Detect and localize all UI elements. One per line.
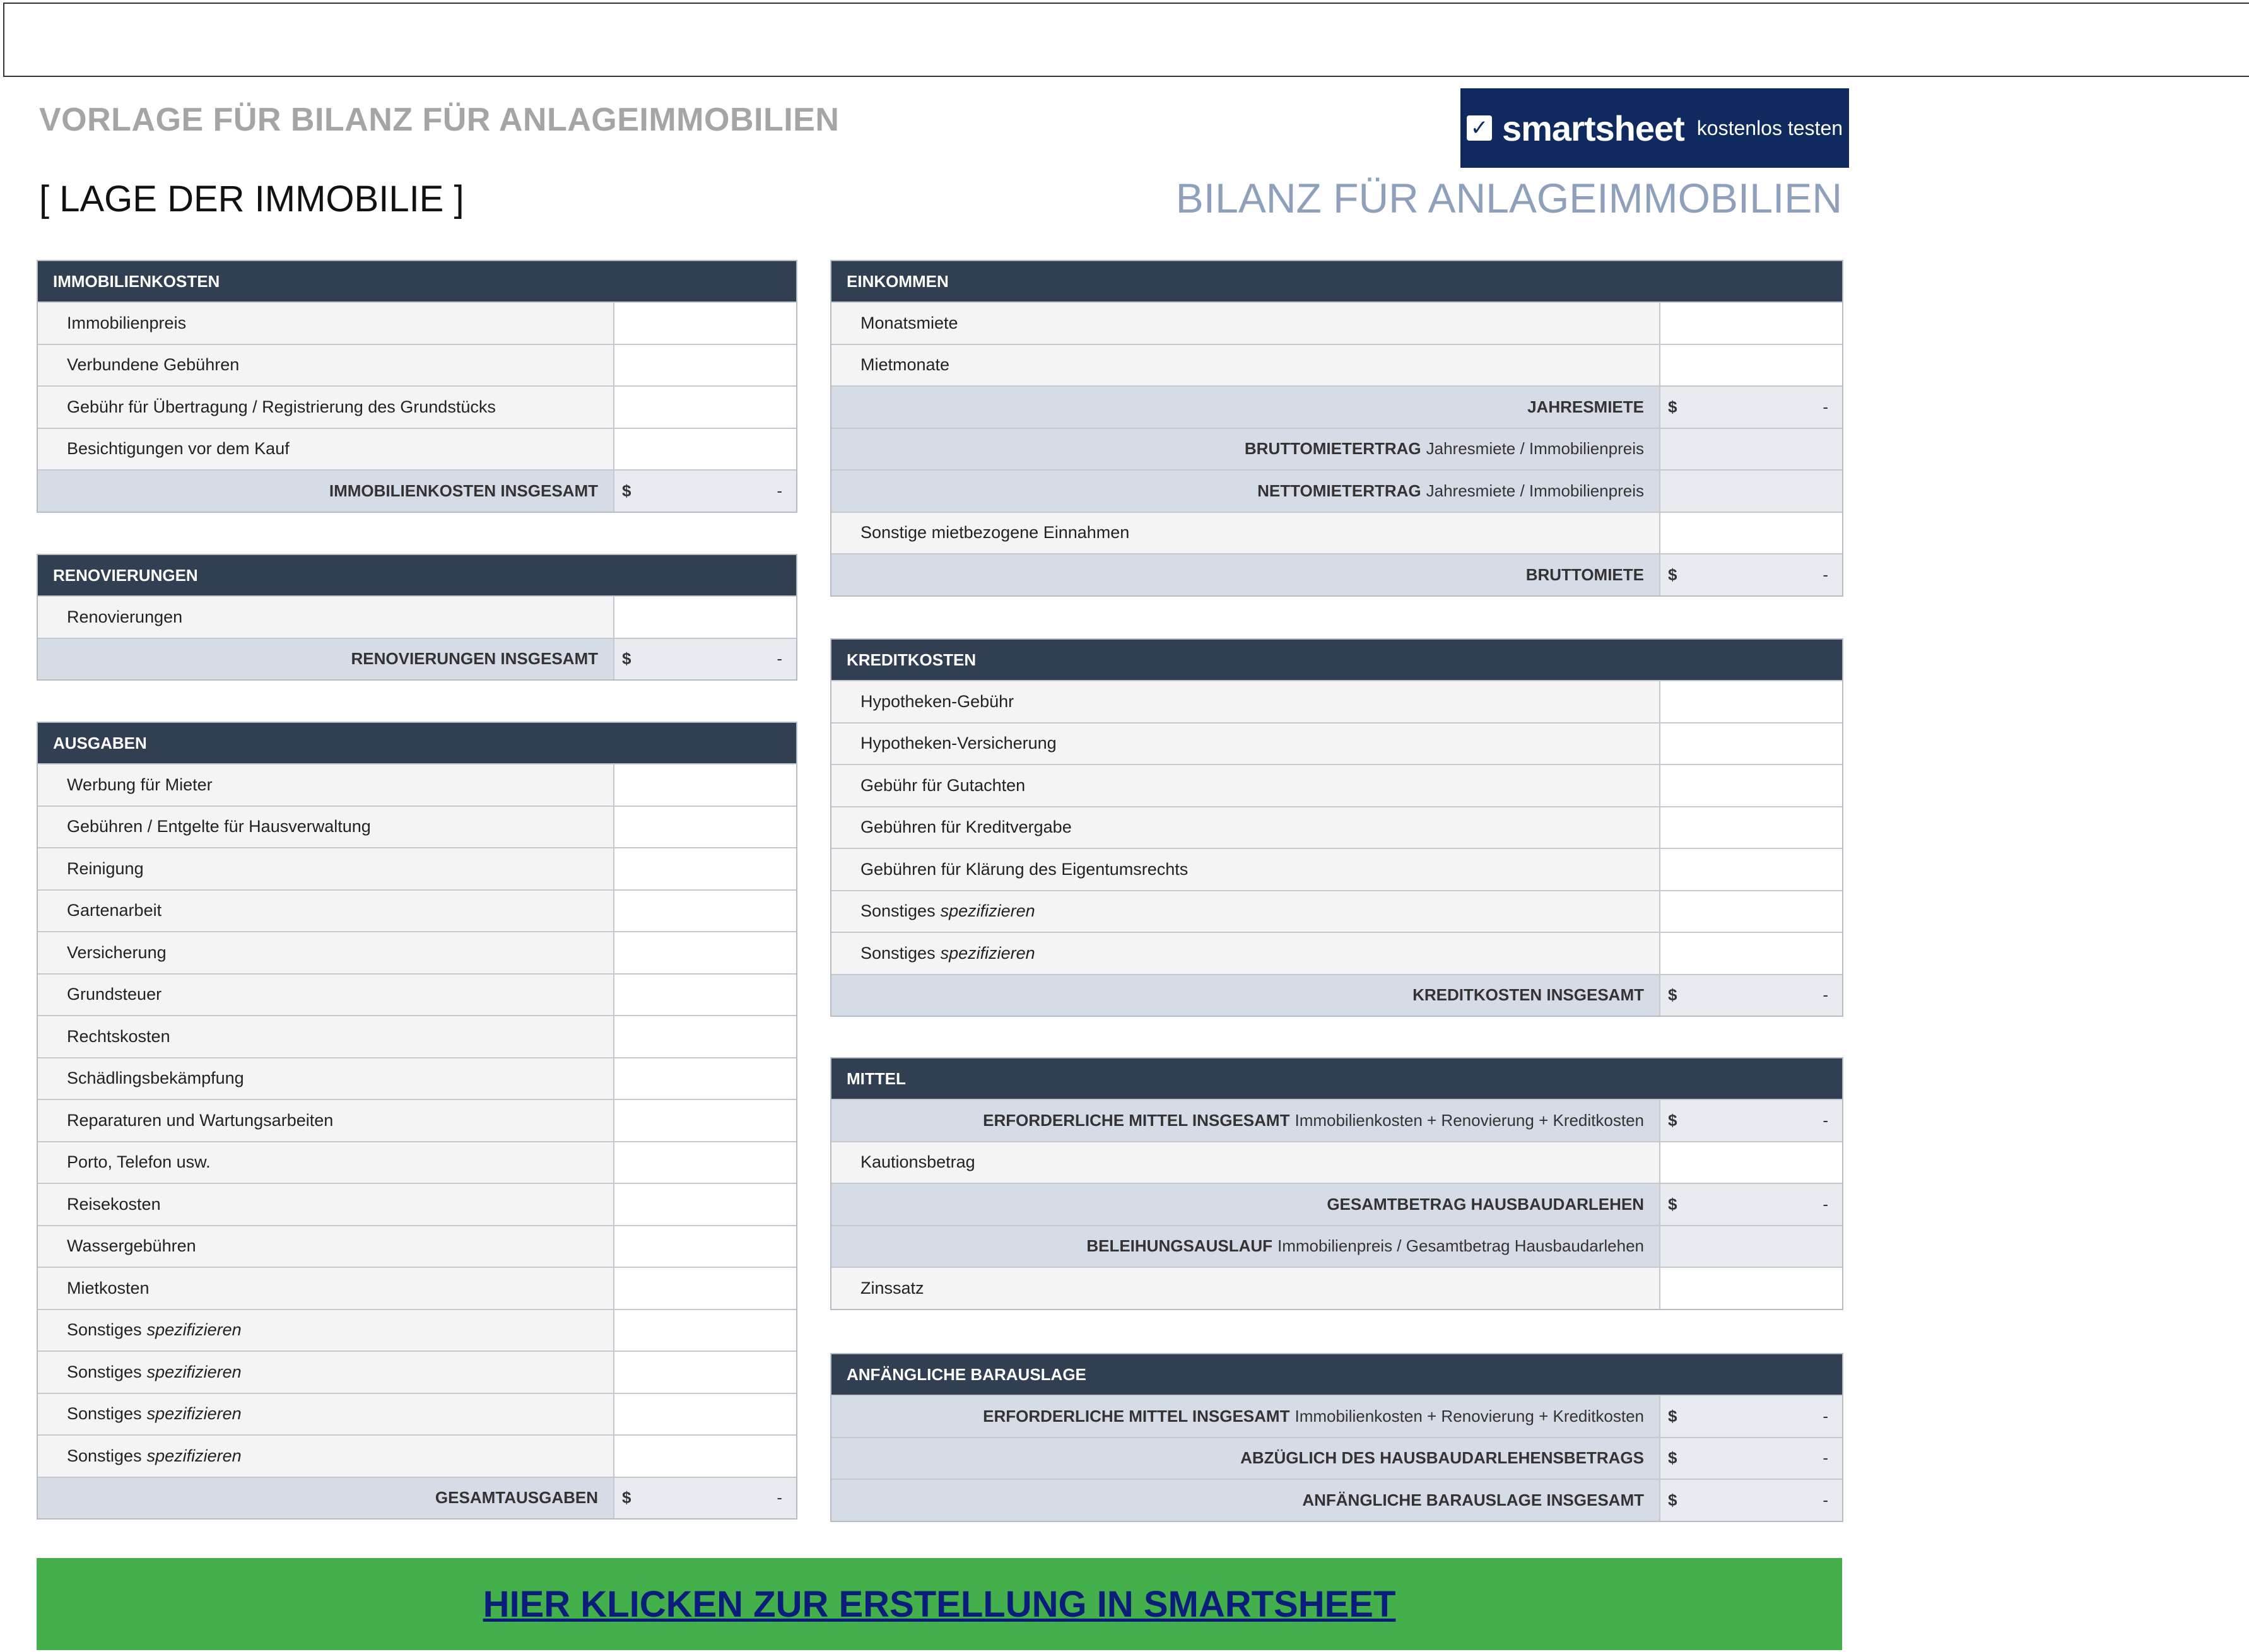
currency-symbol: $ — [1668, 397, 1677, 416]
amount: - — [777, 1488, 782, 1508]
amount: - — [1823, 1448, 1828, 1468]
value-cell[interactable] — [614, 429, 796, 470]
create-in-smartsheet-link[interactable]: HIER KLICKEN ZUR ERSTELLUNG IN SMARTSHEET — [483, 1583, 1396, 1625]
table-row — [38, 385, 796, 428]
smartsheet-check-icon: ✓ — [1467, 115, 1492, 141]
total-value[interactable] — [1660, 1396, 1842, 1437]
total-row — [831, 1395, 1842, 1437]
row-label: Sonstige mietbezogene Einnahmen — [831, 513, 1660, 554]
amount: - — [1823, 1194, 1828, 1214]
total-row — [831, 1437, 1842, 1479]
value-cell[interactable] — [614, 975, 796, 1016]
table-row — [831, 722, 1842, 764]
row-label — [38, 1352, 614, 1393]
row-label — [38, 1436, 614, 1477]
section-header: IMMOBILIENKOSTEN — [38, 261, 796, 302]
amount: - — [1823, 1406, 1828, 1426]
document-title: VORLAGE FÜR BILANZ FÜR ANLAGEIMMOBILIEN — [39, 102, 840, 138]
row-label: Mietmonate — [831, 345, 1660, 386]
table-row — [38, 428, 796, 470]
table-row — [38, 1434, 796, 1477]
table-row — [831, 344, 1842, 386]
row-label: Mietkosten — [38, 1268, 614, 1309]
amount: - — [1823, 397, 1828, 416]
value-cell[interactable] — [614, 1058, 796, 1099]
total-value[interactable] — [614, 471, 796, 512]
row-label: Hypotheken-Versicherung — [831, 723, 1660, 764]
total-row — [831, 428, 1842, 470]
sheet-title: BILANZ FÜR ANLAGEIMMOBILIEN — [1175, 175, 1842, 221]
value-cell[interactable] — [1660, 807, 1842, 848]
total-note: Immobilienkosten + Renovierung + Kreditkosten — [1295, 1110, 1644, 1130]
section-einkommen — [830, 260, 1843, 597]
other-label: Sonstiges — [67, 1362, 142, 1381]
row-label: Reisekosten — [38, 1184, 614, 1225]
section-ausgaben — [37, 722, 797, 1520]
row-label: Schädlingsbekämpfung — [38, 1058, 614, 1099]
table-row — [38, 1183, 796, 1225]
row-label: Grundsteuer — [38, 975, 614, 1016]
value-cell[interactable] — [1660, 303, 1842, 344]
total-label: RENOVIERUNGEN INSGESAMT — [38, 639, 614, 680]
value-cell[interactable] — [1660, 345, 1842, 386]
value-cell[interactable] — [614, 891, 796, 932]
total-note: Immobilienkosten + Renovierung + Kreditkosten — [1295, 1406, 1644, 1426]
row-label: Reparaturen und Wartungsarbeiten — [38, 1100, 614, 1141]
value-cell[interactable] — [1660, 849, 1842, 890]
row-label: Gebühren für Klärung des Eigentumsrechts — [831, 849, 1660, 890]
amount: - — [1823, 1490, 1828, 1509]
value-cell[interactable] — [614, 764, 796, 805]
total-note: Jahresmiete / Immobilienpreis — [1426, 439, 1644, 459]
total-value[interactable] — [1660, 554, 1842, 595]
table-row — [831, 512, 1842, 554]
table-row — [831, 1267, 1842, 1309]
row-label: Gebühren für Kreditvergabe — [831, 807, 1660, 848]
other-hint: spezifizieren — [146, 1404, 242, 1424]
total-label: ABZÜGLICH DES HAUSBAUDARLEHENSBETRAGS — [831, 1438, 1660, 1479]
table-row — [831, 848, 1842, 890]
row-label: Gebühr für Übertragung / Registrierung des Grundstücks — [38, 387, 614, 428]
table-row — [38, 889, 796, 932]
currency-symbol: $ — [1668, 985, 1677, 1005]
row-label: Hypotheken-Gebühr — [831, 681, 1660, 722]
table-row — [38, 1057, 796, 1099]
section-header: KREDITKOSTEN — [831, 640, 1842, 680]
total-value[interactable] — [1660, 975, 1842, 1016]
table-row — [38, 973, 796, 1016]
table-row — [38, 1309, 796, 1351]
total-label — [831, 429, 1660, 470]
value-cell[interactable] — [614, 597, 796, 638]
total-label: JAHRESMIETE — [831, 387, 1660, 428]
total-value[interactable] — [1660, 471, 1842, 512]
brand-cta: kostenlos testen — [1696, 116, 1843, 139]
total-label-text: ERFORDERLICHE MITTEL INSGESAMT — [983, 1406, 1290, 1426]
currency-symbol: $ — [1668, 1490, 1677, 1509]
table-row — [38, 1225, 796, 1267]
other-hint: spezifizieren — [940, 901, 1035, 921]
table-row — [38, 847, 796, 889]
row-label — [38, 1310, 614, 1351]
table-row — [831, 932, 1842, 974]
total-row — [831, 1099, 1842, 1141]
total-note: Jahresmiete / Immobilienpreis — [1426, 481, 1644, 500]
brand-name: smartsheet — [1501, 108, 1684, 148]
total-label — [831, 1396, 1660, 1437]
currency-symbol: $ — [622, 1488, 631, 1508]
other-label: Sonstiges — [860, 901, 936, 921]
value-cell[interactable] — [614, 345, 796, 386]
total-label: KREDITKOSTEN INSGESAMT — [831, 975, 1660, 1016]
total-row — [831, 1479, 1842, 1521]
row-label: Monatsmiete — [831, 303, 1660, 344]
smartsheet-logo-button[interactable] — [1460, 88, 1849, 168]
value-cell[interactable] — [614, 1268, 796, 1309]
table-row — [38, 1099, 796, 1141]
section-barauslage — [830, 1353, 1843, 1522]
table-row — [831, 680, 1842, 722]
amount: - — [777, 649, 782, 669]
section-header: EINKOMMEN — [831, 261, 1842, 302]
total-value[interactable] — [614, 1478, 796, 1519]
section-mittel — [830, 1057, 1843, 1310]
table-row — [38, 1350, 796, 1393]
total-note: Immobilienpreis / Gesamtbetrag Hausbaudarlehen — [1277, 1236, 1644, 1256]
total-label: IMMOBILIENKOSTEN INSGESAMT — [38, 471, 614, 512]
other-hint: spezifizieren — [940, 943, 1035, 963]
smartsheet-cta-banner — [37, 1558, 1842, 1650]
value-cell[interactable] — [1660, 1142, 1842, 1183]
section-header: AUSGABEN — [38, 723, 796, 763]
currency-symbol: $ — [1668, 1448, 1677, 1468]
amount: - — [1823, 565, 1828, 584]
total-label: ANFÄNGLICHE BARAUSLAGE INSGESAMT — [831, 1480, 1660, 1521]
currency-symbol: $ — [1668, 565, 1677, 584]
value-cell[interactable] — [614, 848, 796, 889]
value-cell[interactable] — [614, 1184, 796, 1225]
total-value[interactable] — [1660, 1438, 1842, 1479]
value-cell[interactable] — [614, 1352, 796, 1393]
value-cell[interactable] — [614, 303, 796, 344]
total-row — [831, 974, 1842, 1016]
total-label: GESAMTBETRAG HAUSBAUDARLEHEN — [831, 1184, 1660, 1225]
row-label: Porto, Telefon usw. — [38, 1142, 614, 1183]
row-label: Kautionsbetrag — [831, 1142, 1660, 1183]
row-label — [38, 1394, 614, 1435]
table-row — [831, 890, 1842, 932]
value-cell[interactable] — [614, 1394, 796, 1435]
total-row — [831, 469, 1842, 512]
section-header: MITTEL — [831, 1058, 1842, 1099]
value-cell[interactable] — [1660, 765, 1842, 806]
other-hint: spezifizieren — [146, 1446, 242, 1465]
value-cell[interactable] — [614, 387, 796, 428]
value-cell[interactable] — [1660, 723, 1842, 764]
row-label — [831, 891, 1660, 932]
row-label: Reinigung — [38, 848, 614, 889]
total-value[interactable] — [1660, 387, 1842, 428]
total-value[interactable] — [1660, 1100, 1842, 1141]
other-label: Sonstiges — [67, 1446, 142, 1465]
row-label: Gartenarbeit — [38, 891, 614, 932]
other-label: Sonstiges — [860, 943, 936, 963]
value-cell[interactable] — [614, 1310, 796, 1351]
row-label: Werbung für Mieter — [38, 764, 614, 805]
total-label-text: NETTOMIETERTRAG — [1257, 481, 1421, 500]
total-row — [831, 1183, 1842, 1225]
table-row — [38, 1141, 796, 1183]
currency-symbol: $ — [622, 481, 631, 500]
table-row — [38, 595, 796, 638]
currency-symbol: $ — [1668, 1110, 1677, 1130]
amount: - — [1823, 1110, 1828, 1130]
row-label: Wassergebühren — [38, 1226, 614, 1267]
total-label — [831, 1226, 1660, 1267]
total-value[interactable] — [1660, 429, 1842, 470]
total-label — [831, 1100, 1660, 1141]
section-header: ANFÄNGLICHE BARAUSLAGE — [831, 1354, 1842, 1395]
row-label — [831, 933, 1660, 974]
value-cell[interactable] — [614, 1436, 796, 1477]
value-cell[interactable] — [614, 1016, 796, 1057]
total-value[interactable] — [1660, 1480, 1842, 1521]
table-row — [831, 1141, 1842, 1183]
table-row — [38, 763, 796, 805]
table-row — [831, 302, 1842, 344]
section-renovierungen — [37, 554, 797, 681]
table-row — [38, 1393, 796, 1435]
amount: - — [1823, 985, 1828, 1005]
row-label: Besichtigungen vor dem Kauf — [38, 429, 614, 470]
value-cell[interactable] — [614, 1142, 796, 1183]
property-location[interactable]: [ LAGE DER IMMOBILIE ] — [39, 179, 464, 220]
total-label: GESAMTAUSGABEN — [38, 1478, 614, 1519]
total-label: BRUTTOMIETE — [831, 554, 1660, 595]
total-label-text: ERFORDERLICHE MITTEL INSGESAMT — [983, 1110, 1290, 1130]
total-label — [831, 471, 1660, 512]
total-row — [831, 1225, 1842, 1267]
row-label: Verbundene Gebühren — [38, 345, 614, 386]
table-row — [831, 764, 1842, 806]
row-label: Gebühren / Entgelte für Hausverwaltung — [38, 807, 614, 848]
total-row — [831, 553, 1842, 595]
row-label: Gebühr für Gutachten — [831, 765, 1660, 806]
table-row — [831, 806, 1842, 848]
row-label: Renovierungen — [38, 597, 614, 638]
table-row — [38, 931, 796, 973]
table-row — [38, 344, 796, 386]
table-row — [38, 1267, 796, 1309]
section-immobilienkosten — [37, 260, 797, 513]
other-hint: spezifizieren — [146, 1320, 242, 1340]
other-label: Sonstiges — [67, 1320, 142, 1340]
table-row — [38, 302, 796, 344]
section-kreditkosten — [830, 638, 1843, 1017]
row-label: Versicherung — [38, 932, 614, 973]
total-row — [38, 469, 796, 512]
value-cell[interactable] — [614, 807, 796, 848]
table-row — [38, 1015, 796, 1057]
value-cell[interactable] — [1660, 681, 1842, 722]
total-label-text: BELEIHUNGSAUSLAUF — [1086, 1236, 1273, 1256]
total-row — [38, 638, 796, 680]
row-label: Immobilienpreis — [38, 303, 614, 344]
other-label: Sonstiges — [67, 1404, 142, 1424]
row-label: Rechtskosten — [38, 1016, 614, 1057]
value-cell[interactable] — [614, 932, 796, 973]
value-cell[interactable] — [1660, 1268, 1842, 1309]
formula-bar-box[interactable] — [3, 3, 2249, 77]
total-label-text: BRUTTOMIETERTRAG — [1244, 439, 1421, 459]
total-value[interactable] — [1660, 1184, 1842, 1225]
other-hint: spezifizieren — [146, 1362, 242, 1381]
value-cell[interactable] — [614, 1100, 796, 1141]
amount: - — [777, 481, 782, 500]
total-value[interactable] — [1660, 1226, 1842, 1267]
table-row — [38, 805, 796, 848]
currency-symbol: $ — [1668, 1194, 1677, 1214]
total-row — [38, 1477, 796, 1519]
value-cell[interactable] — [1660, 513, 1842, 554]
total-row — [831, 385, 1842, 428]
row-label: Zinssatz — [831, 1268, 1660, 1309]
total-value[interactable] — [614, 639, 796, 680]
currency-symbol: $ — [622, 649, 631, 669]
section-header: RENOVIERUNGEN — [38, 555, 796, 595]
value-cell[interactable] — [1660, 891, 1842, 932]
value-cell[interactable] — [614, 1226, 796, 1267]
currency-symbol: $ — [1668, 1406, 1677, 1426]
value-cell[interactable] — [1660, 933, 1842, 974]
